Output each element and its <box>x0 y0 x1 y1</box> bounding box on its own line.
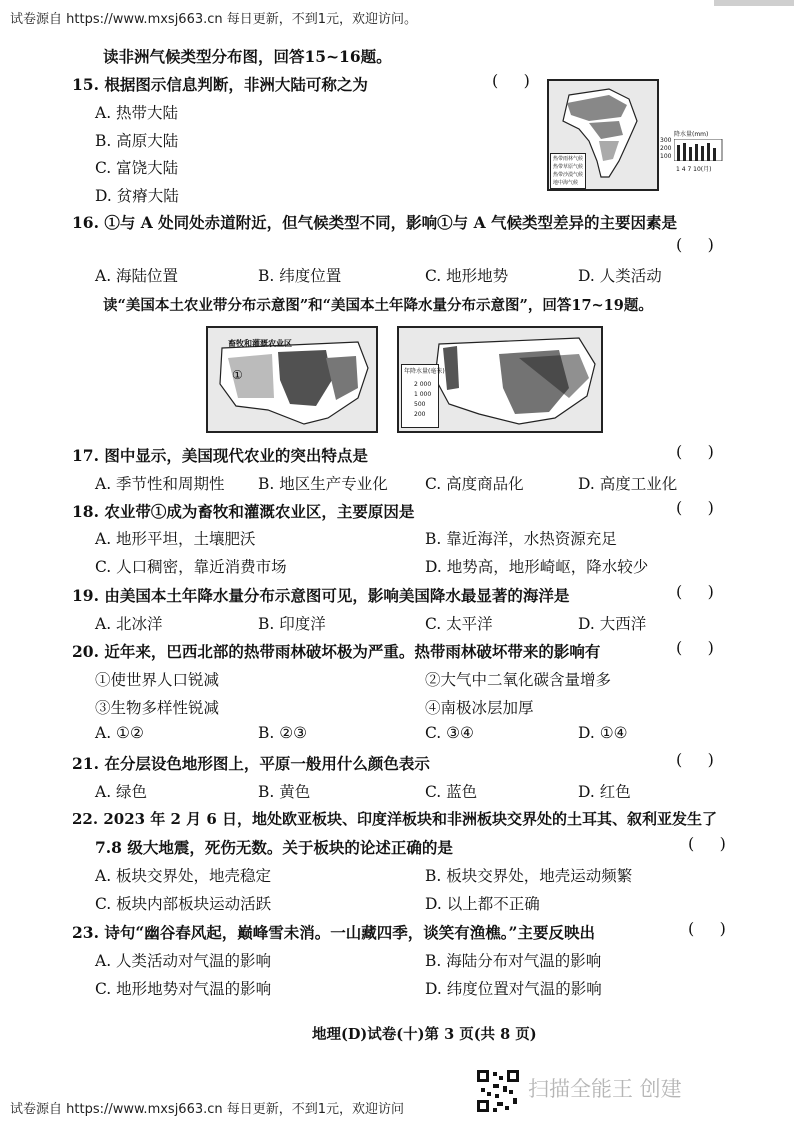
q19-answer-box[interactable]: ( ) <box>676 582 714 601</box>
q22-option-d[interactable]: D. 以上都不正确 <box>425 895 540 913</box>
q16-option-d[interactable]: D. 人类活动 <box>578 267 662 285</box>
q16-option-a[interactable]: A. 海陆位置 <box>95 267 179 285</box>
bottom-source-line: 试卷源自 https://www.mxsj663.cn 每日更新，不到1元，欢迎访问 <box>10 1102 405 1117</box>
q22-option-b[interactable]: B. 板块交界处，地壳运动频繁 <box>425 867 633 885</box>
rainfall-label: 降水量(mm) <box>674 131 709 138</box>
q21-option-b[interactable]: B. 黄色 <box>258 783 311 801</box>
q17-option-d[interactable]: D. 高度工业化 <box>578 475 678 493</box>
q21-option-d[interactable]: D. 红色 <box>578 783 631 801</box>
q23-stem: 23. 诗句“幽谷春风起，巅峰雪未消。一山藏四季，谈笑有渔樵。”主要反映出 <box>72 923 595 942</box>
q16-option-b[interactable]: B. 纬度位置 <box>258 267 342 285</box>
q21-option-c[interactable]: C. 蓝色 <box>425 783 478 801</box>
q15-answer-box[interactable]: ( ) <box>492 71 530 90</box>
precip-legend-1000: 1 000 <box>414 391 432 398</box>
q18-option-a[interactable]: A. 地形平坦，土壤肥沃 <box>95 530 256 548</box>
scanner-watermark: 扫描全能王 创建 <box>528 1077 682 1101</box>
intro-17-19: 读“美国本土农业带分布示意图”和“美国本土年降水量分布示意图”，回答17~19题。 <box>103 297 653 314</box>
q22-option-a[interactable]: A. 板块交界处，地壳稳定 <box>95 867 272 885</box>
q21-answer-box[interactable]: ( ) <box>676 750 714 769</box>
africa-climate-map <box>547 79 659 191</box>
africa-legend-3: 热带沙漠气候 <box>553 172 584 178</box>
q23-option-c[interactable]: C. 地形地势对气温的影响 <box>95 980 272 998</box>
q16-stem: 16. ①与 A 处同处赤道附近，但气候类型不同，影响①与 A 气候类型差异的主要因素是 <box>72 213 678 232</box>
q18-stem: 18. 农业带①成为畜牧和灌溉农业区，主要原因是 <box>72 502 415 521</box>
page-footer: 地理(D)试卷(十)第 3 页(共 8 页) <box>312 1026 537 1043</box>
rainfall-tick-100: 100 <box>660 153 672 160</box>
q19-option-c[interactable]: C. 太平洋 <box>425 615 493 633</box>
q20-option-b[interactable]: B. ②③ <box>258 724 308 742</box>
q22-stem-line2: 7.8 级大地震，死伤无数。关于板块的论述正确的是 <box>95 838 453 857</box>
q16-option-c[interactable]: C. 地形地势 <box>425 267 509 285</box>
q18-option-d[interactable]: D. 地势高，地形崎岖，降水较少 <box>425 558 649 576</box>
precip-legend-500: 500 <box>414 401 426 408</box>
rainfall-bars <box>674 139 724 161</box>
q22-answer-box[interactable]: ( ) <box>688 834 726 853</box>
q23-option-b[interactable]: B. 海陆分布对气温的影响 <box>425 952 602 970</box>
corner-mark <box>714 0 794 6</box>
precip-legend <box>401 364 445 428</box>
q20-item-3: ③生物多样性锐减 <box>95 699 220 717</box>
q20-option-a[interactable]: A. ①② <box>95 724 144 742</box>
q21-option-a[interactable]: A. 绿色 <box>95 783 148 801</box>
q20-item-4: ④南极冰层加厚 <box>425 699 534 717</box>
africa-legend-1: 热带雨林气候 <box>553 156 584 162</box>
q16-answer-box[interactable]: ( ) <box>676 235 714 254</box>
q15-option-b[interactable]: B. 高原大陆 <box>95 132 179 150</box>
us-agri-title: 畜牧和灌溉农业区 <box>228 339 292 348</box>
us-agriculture-map <box>206 326 378 433</box>
q20-stem: 20. 近年来，巴西北部的热带雨林破坏极为严重。热带雨林破坏带来的影响有 <box>72 642 601 661</box>
q19-option-a[interactable]: A. 北冰洋 <box>95 615 163 633</box>
rainfall-tick-300: 300 <box>660 137 672 144</box>
q20-item-2: ②大气中二氧化碳含量增多 <box>425 671 612 689</box>
intro-15-16: 读非洲气候类型分布图，回答15~16题。 <box>103 47 392 66</box>
q15-option-a[interactable]: A. 热带大陆 <box>95 104 179 122</box>
us-precipitation-map <box>397 326 603 433</box>
q22-stem-line1: 22. 2023 年 2 月 6 日，地处欧亚板块、印度洋板块和非洲板块交界处的土耳其、叙利亚发生了 <box>72 810 718 828</box>
q15-stem: 15. 根据图示信息判断，非洲大陆可称之为 <box>72 75 368 94</box>
africa-legend <box>550 153 586 189</box>
q17-option-b[interactable]: B. 地区生产专业化 <box>258 475 388 493</box>
africa-legend-4: 地中海气候 <box>553 180 579 186</box>
q20-answer-box[interactable]: ( ) <box>676 638 714 657</box>
q20-option-d[interactable]: D. ①④ <box>578 724 628 742</box>
page-header-source: 试卷源自 https://www.mxsj663.cn 每日更新，不到1元，欢迎访问。 <box>10 12 418 27</box>
q22-option-c[interactable]: C. 板块内部板块运动活跃 <box>95 895 272 913</box>
q17-option-a[interactable]: A. 季节性和周期性 <box>95 475 225 493</box>
precip-legend-200: 200 <box>414 411 426 418</box>
q21-stem: 21. 在分层设色地形图上，平原一般用什么颜色表示 <box>72 754 430 773</box>
q18-answer-box[interactable]: ( ) <box>676 498 714 517</box>
q19-option-d[interactable]: D. 大西洋 <box>578 615 647 633</box>
q18-option-c[interactable]: C. 人口稠密，靠近消费市场 <box>95 558 287 576</box>
africa-legend-2: 热带草原气候 <box>553 164 584 170</box>
q19-option-b[interactable]: B. 印度洋 <box>258 615 326 633</box>
q23-option-a[interactable]: A. 人类活动对气温的影响 <box>95 952 272 970</box>
rainfall-x-ticks: 1 4 7 10(月) <box>676 166 712 173</box>
q20-item-1: ①使世界人口锐减 <box>95 671 220 689</box>
precip-legend-2000: 2 000 <box>414 381 432 388</box>
rainfall-tick-200: 200 <box>660 145 672 152</box>
q20-option-c[interactable]: C. ③④ <box>425 724 474 742</box>
rainfall-inset <box>660 129 726 175</box>
precip-legend-title: 年降水量(毫米) <box>404 368 445 375</box>
qr-code-icon[interactable] <box>475 1068 521 1114</box>
q19-stem: 19. 由美国本土年降水量分布示意图可见，影响美国降水最显著的海洋是 <box>72 586 570 605</box>
q15-option-d[interactable]: D. 贫瘠大陆 <box>95 187 179 205</box>
q17-stem: 17. 图中显示，美国现代农业的突出特点是 <box>72 446 368 465</box>
q17-option-c[interactable]: C. 高度商品化 <box>425 475 524 493</box>
us-agri-marker-1: ① <box>232 368 243 382</box>
q17-answer-box[interactable]: ( ) <box>676 442 714 461</box>
q18-option-b[interactable]: B. 靠近海洋，水热资源充足 <box>425 530 617 548</box>
q15-option-c[interactable]: C. 富饶大陆 <box>95 159 179 177</box>
q23-answer-box[interactable]: ( ) <box>688 919 726 938</box>
q23-option-d[interactable]: D. 纬度位置对气温的影响 <box>425 980 602 998</box>
